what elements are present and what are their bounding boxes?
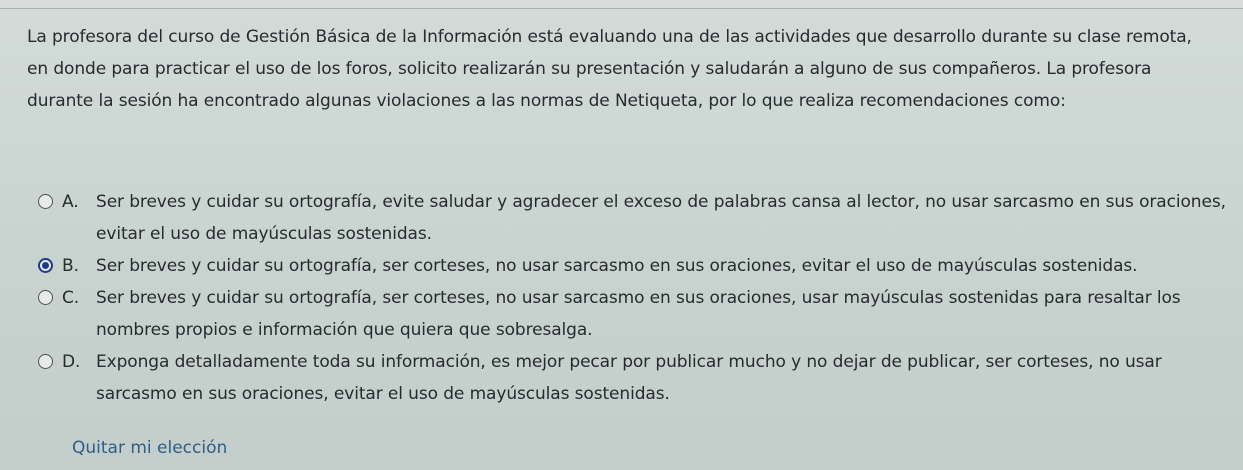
option-a-letter: A. — [62, 192, 79, 212]
option-a[interactable] — [38, 186, 1233, 250]
clear-choice-link[interactable]: Quitar mi elección — [72, 438, 228, 458]
option-c-text: Ser breves y cuidar su ortografía, ser corteses, no usar sarcasmo en sus oraciones, usar mayúsculas sostenidas para resaltar los nombres propios e información que quiera que sobresalga. — [96, 288, 1181, 340]
top-band — [0, 0, 1243, 9]
option-c[interactable] — [38, 282, 1233, 346]
radio-option-a[interactable] — [38, 194, 53, 209]
option-a-text: Ser breves y cuidar su ortografía, evite saludar y agradecer el exceso de palabras cansa al lector, no usar sarcasmo en sus oraciones, evitar el uso de mayúsculas sostenidas. — [96, 192, 1226, 244]
option-b[interactable] — [38, 250, 1233, 282]
option-c-letter: C. — [62, 288, 80, 308]
radio-option-d[interactable] — [38, 354, 53, 369]
option-d[interactable] — [38, 346, 1233, 410]
option-b-letter: B. — [62, 256, 79, 276]
option-b-text: Ser breves y cuidar su ortografía, ser corteses, no usar sarcasmo en sus oraciones, evitar el uso de mayúsculas sostenidas. — [96, 256, 1138, 276]
option-d-letter: D. — [62, 352, 81, 372]
option-d-text: Exponga detalladamente toda su información, es mejor pecar por publicar mucho y no dejar de publicar, ser corteses, no usar sarcasmo en sus oraciones, evitar el uso de mayúsculas sostenidas. — [96, 352, 1162, 404]
question-card — [0, 9, 1243, 470]
answer-options — [38, 186, 1233, 410]
radio-option-b[interactable] — [38, 258, 53, 273]
question-text: La profesora del curso de Gestión Básica de la Información está evaluando una de las actividades que desarrollo durante su clase remota, en donde para practicar el uso de los foros, solicito realizarán su presentación y saludarán a alguno de sus compañeros. La profesora durante la sesión ha encontrado algunas violaciones a las normas de Netiqueta, por lo que realiza recomendaciones como: — [27, 27, 1192, 111]
radio-option-c[interactable] — [38, 290, 53, 305]
